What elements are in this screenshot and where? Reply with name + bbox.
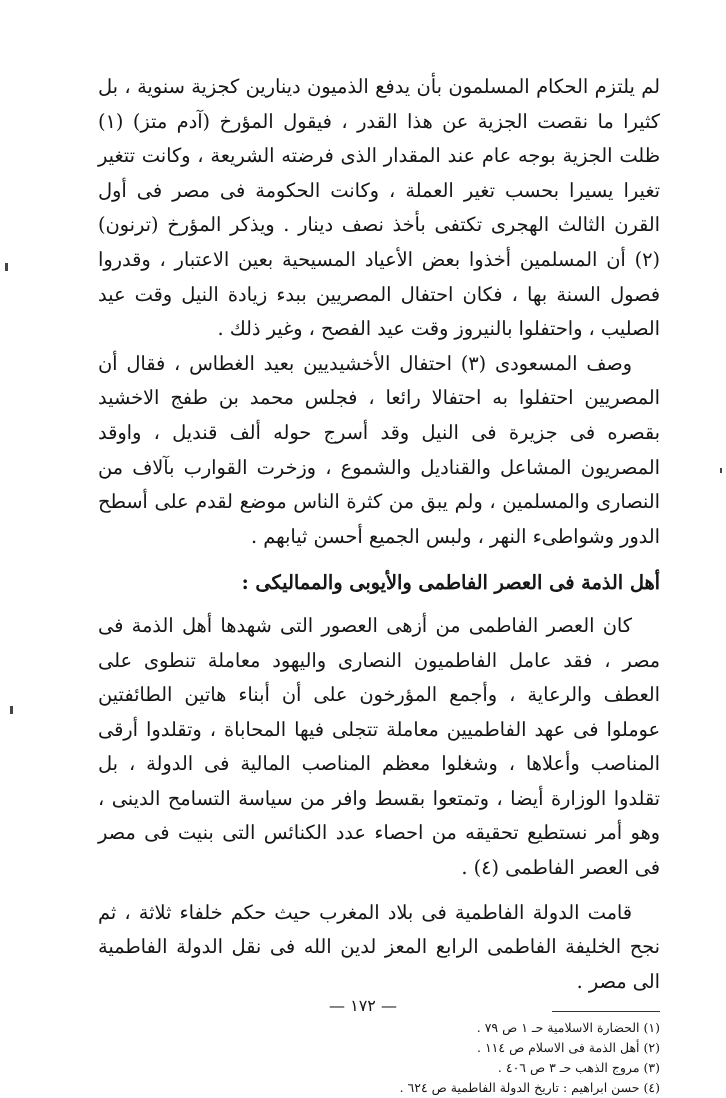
- paragraph-masudi-epiphany: وصف المسعودى (٣) احتفال الأخشيديين بعيد الغطاس ، فقال أن المصريين احتفلوا به احتفالا رائعا ، فجلس محمد بن طفج الاخشيد بقصره فى جزيرة فى النيل وقد أسرج حوله ألف قنديل ، واوقد المصريون المشاعل والقناديل والشموع ، وزخرت القوارب بآلاف من النصارى والمسلمين ، ولم يبق من كثرة الناس موضع لقدم على أسطح الدور وشواطىء النهر ، ولبس الجميع أحسن ثيابهم .: [98, 351, 660, 548]
- paragraph-jizya: لم يلتزم الحكام المسلمون بأن يدفع الذميون دينارين كجزية سنوية ، بل كثيرا ما نقصت الجزية عن هذا القدر ، فيقول المؤرخ (آدم متز) (١) ظلت الجزية بوجه عام عند المقدار الذى فرضته الشريعة ، وكانت تتغير تغيرا يسيرا بحسب تغير العملة ، وكانت الحكومة فى مصر فى أول القرن الثالث الهجرى تكتفى بأخذ نصف دينار . ويذكر المؤرخ (ترنون) (٢) أن المسلمين أخذوا بعض الأعياد المسيحية بعين الاعتبار ، وقدروا فصول السنة بها ، فكان احتفال المصريين ببدء زيادة النيل وقت عيد الصليب ، واحتفلوا بالنيروز وقت عيد الفصح ، وغير ذلك .: [98, 75, 660, 341]
- scan-edge-mark: [720, 468, 722, 473]
- section-heading: أهل الذمة فى العصر الفاطمى والأيوبى والمماليكى :: [241, 571, 660, 595]
- footnote-1: (١) الحضارة الاسلامية حـ ١ ص ٧٩ .: [476, 1020, 660, 1036]
- paragraph-fatimid-era: كان العصر الفاطمى من أزهى العصور التى شهدها أهل الذمة فى مصر ، فقد عامل الفاطميون النصارى واليهود معاملة تنطوى على العطف والرعاية ، وأجمع المؤرخون على أن أبناء هاتين الطائفتين عوملوا فى عهد الفاطميين معاملة تتجلى فيها المحاباة ، وتقلدوا أرقى المناصب وأعلاها ، وشغلوا معظم المناصب المالية فى الدولة ، بل تقلدوا الوزارة أيضا ، وتمتعوا بقسط وافر من سياسة التسامح الدينى ، وهو أمر نستطيع تحقيقه من احصاء عدد الكنائس التى بنيت فى مصر فى العصر الفاطمى (٤) .: [98, 613, 660, 880]
- paragraph-fatimid-state: قامت الدولة الفاطمية فى بلاد المغرب حيث حكم خلفاء ثلاثة ، ثم نجح الخليفة الفاطمى الرابع المعز لدين الله فى نقل الدولة الفاطمية الى مصر .: [98, 900, 660, 993]
- scan-edge-mark: [5, 263, 8, 271]
- scan-edge-mark: [10, 706, 13, 714]
- footnote-2: (٢) أهل الذمة فى الاسلام ص ١١٤ .: [477, 1040, 660, 1056]
- footnote-3: (٣) مروج الذهب حـ ٣ ص ٤٠٦ .: [497, 1060, 660, 1076]
- page-body: [98, 70, 660, 1098]
- footnote-4: (٤) حسن ابراهيم : تاريخ الدولة الفاطمية ص ٦٢٤ .: [399, 1080, 660, 1096]
- footnotes-list: [98, 1018, 660, 1098]
- page-number: — ١٧٢ —: [329, 996, 397, 1015]
